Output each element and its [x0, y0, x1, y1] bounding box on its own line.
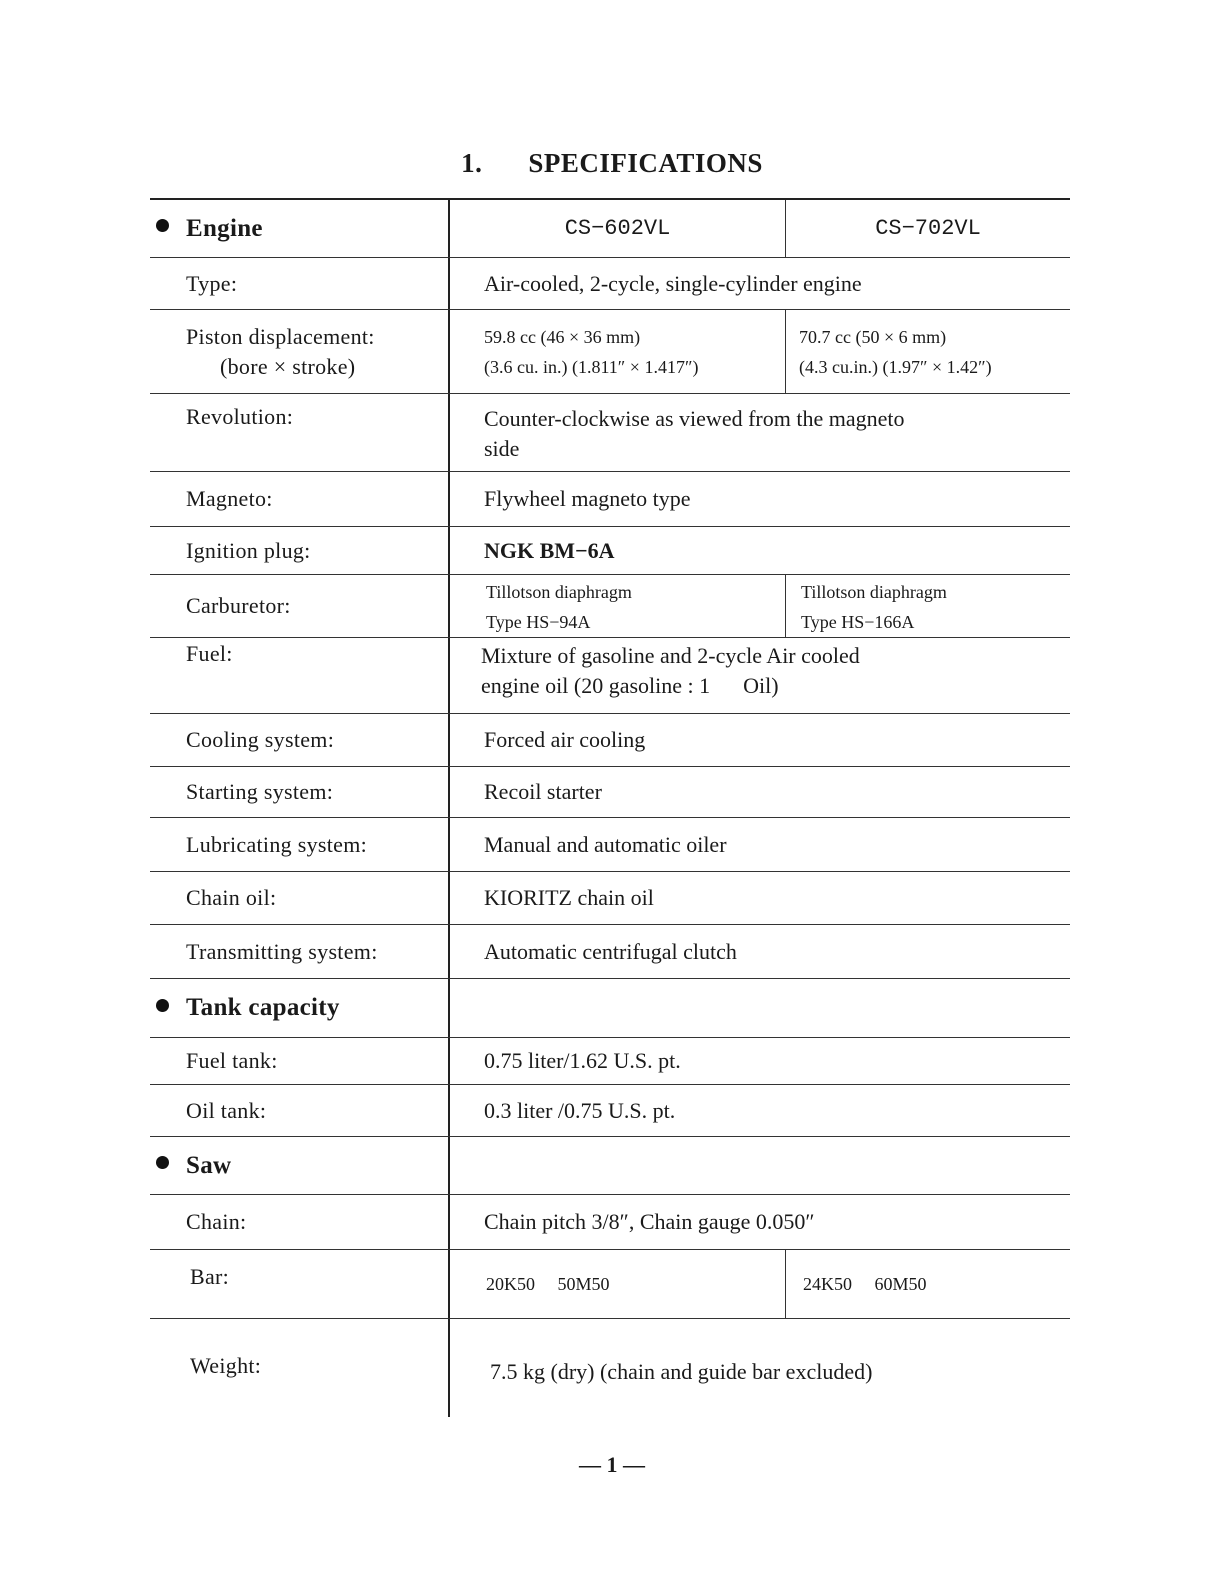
piston-row: [150, 310, 1070, 394]
bar-cs702vl: 24K50 60M50: [803, 1273, 927, 1294]
magneto-label: Magneto:: [150, 472, 450, 526]
transmitting-value: Automatic centrifugal clutch: [484, 938, 737, 964]
oil-tank-row: [150, 1085, 1070, 1137]
revolution-line2: side: [484, 436, 520, 461]
ignition-row: [150, 527, 1070, 575]
carb-a-line2: Type HS−94A: [486, 612, 591, 632]
type-row: [150, 258, 1070, 310]
bar-cs602vl: 20K50 50M50: [450, 1250, 786, 1318]
saw-header-text: Saw: [186, 1151, 232, 1179]
cooling-row: [150, 714, 1070, 767]
carb-a-line1: Tillotson diaphragm: [486, 582, 632, 602]
transmitting-row: [150, 925, 1070, 979]
lubricating-value: Manual and automatic oiler: [484, 831, 727, 857]
engine-header-text: Engine: [186, 214, 263, 242]
lubricating-row: [150, 818, 1070, 872]
weight-value: 7.5 kg (dry) (chain and guide bar excluded): [490, 1359, 873, 1384]
weight-label: Weight:: [150, 1319, 450, 1417]
revolution-label: Revolution:: [150, 394, 450, 471]
chain-oil-row: [150, 872, 1070, 925]
carb-b-line2: Type HS−166A: [801, 612, 915, 632]
tank-header: [150, 979, 450, 1037]
transmitting-label: Transmitting system:: [150, 925, 450, 978]
piston-label-line1: Piston displacement:: [186, 324, 375, 349]
revolution-line1: Counter-clockwise as viewed from the magneto: [484, 406, 905, 431]
section-number: 1.: [461, 148, 483, 178]
piston-label-line2: (bore × stroke): [220, 354, 356, 379]
weight-row: [150, 1319, 1070, 1417]
cooling-value: Forced air cooling: [484, 727, 646, 752]
tank-header-row: [150, 979, 1070, 1038]
piston-a-line1: 59.8 cc (46 × 36 mm): [484, 327, 641, 347]
fuel-line1: Mixture of gasoline and 2-cycle Air cooled: [481, 643, 860, 668]
starting-row: [150, 767, 1070, 818]
page-number: — 1 —: [579, 1452, 645, 1477]
chain-oil-label: Chain oil:: [150, 872, 450, 924]
bullet-icon: [156, 999, 169, 1012]
saw-header-row: [150, 1137, 1070, 1195]
carburetor-cs602vl: [450, 575, 786, 637]
fuel-tank-row: [150, 1038, 1070, 1085]
fuel-value: [450, 638, 1070, 713]
cooling-label: Cooling system:: [150, 714, 450, 766]
tank-header-text: Tank capacity: [186, 994, 340, 1021]
chain-label: Chain:: [150, 1195, 450, 1249]
fuel-tank-label: Fuel tank:: [150, 1038, 450, 1084]
bar-row: [150, 1250, 1070, 1319]
section-title: SPECIFICATIONS: [528, 148, 763, 178]
ignition-value: NGK BM−6A: [484, 537, 615, 563]
engine-header-row: [150, 200, 1070, 258]
ignition-label: Ignition plug:: [150, 527, 450, 574]
carburetor-cs702vl: [786, 575, 1070, 637]
fuel-tank-value: 0.75 liter/1.62 U.S. pt.: [484, 1048, 681, 1073]
oil-tank-label: Oil tank:: [150, 1085, 450, 1136]
carb-b-line1: Tillotson diaphragm: [801, 582, 947, 602]
magneto-value: Flywheel magneto type: [484, 486, 691, 511]
fuel-label: Fuel:: [150, 638, 450, 713]
starting-label: Starting system:: [150, 767, 450, 817]
chain-oil-value: KIORITZ chain oil: [484, 885, 654, 910]
fuel-row: [150, 638, 1070, 714]
piston-cs702vl: [786, 310, 1070, 393]
revolution-value: [450, 394, 1070, 471]
magneto-row: [150, 472, 1070, 527]
model-cs702vl: CS−702VL: [875, 216, 981, 241]
model-cs602vl: CS−602VL: [450, 200, 786, 257]
revolution-row: [150, 394, 1070, 472]
chain-row: [150, 1195, 1070, 1250]
type-value: Air-cooled, 2-cycle, single-cylinder engine: [484, 270, 862, 296]
engine-header: [150, 200, 450, 257]
piston-b-line2: (4.3 cu.in.) (1.97″ × 1.42″): [799, 357, 992, 377]
fuel-line2: engine oil (20 gasoline : 1 Oil): [481, 673, 779, 698]
carburetor-row: [150, 575, 1070, 638]
oil-tank-value: 0.3 liter /0.75 U.S. pt.: [484, 1097, 676, 1123]
page-title: [0, 148, 1224, 179]
bullet-icon: [156, 1156, 169, 1169]
lubricating-label: Lubricating system:: [150, 818, 450, 871]
specifications-table: [150, 198, 1070, 1417]
bar-label: Bar:: [150, 1250, 450, 1318]
piston-label: [150, 310, 450, 393]
piston-a-line2: (3.6 cu. in.) (1.811″ × 1.417″): [484, 357, 699, 377]
saw-header: [150, 1137, 450, 1194]
bullet-icon: [156, 219, 169, 232]
piston-cs602vl: [450, 310, 786, 393]
carburetor-label: Carburetor:: [150, 575, 450, 637]
chain-value: Chain pitch 3/8″, Chain gauge 0.050″: [484, 1209, 815, 1234]
piston-b-line1: 70.7 cc (50 × 6 mm): [799, 327, 947, 347]
starting-value: Recoil starter: [484, 779, 602, 804]
type-label: Type:: [150, 258, 450, 309]
